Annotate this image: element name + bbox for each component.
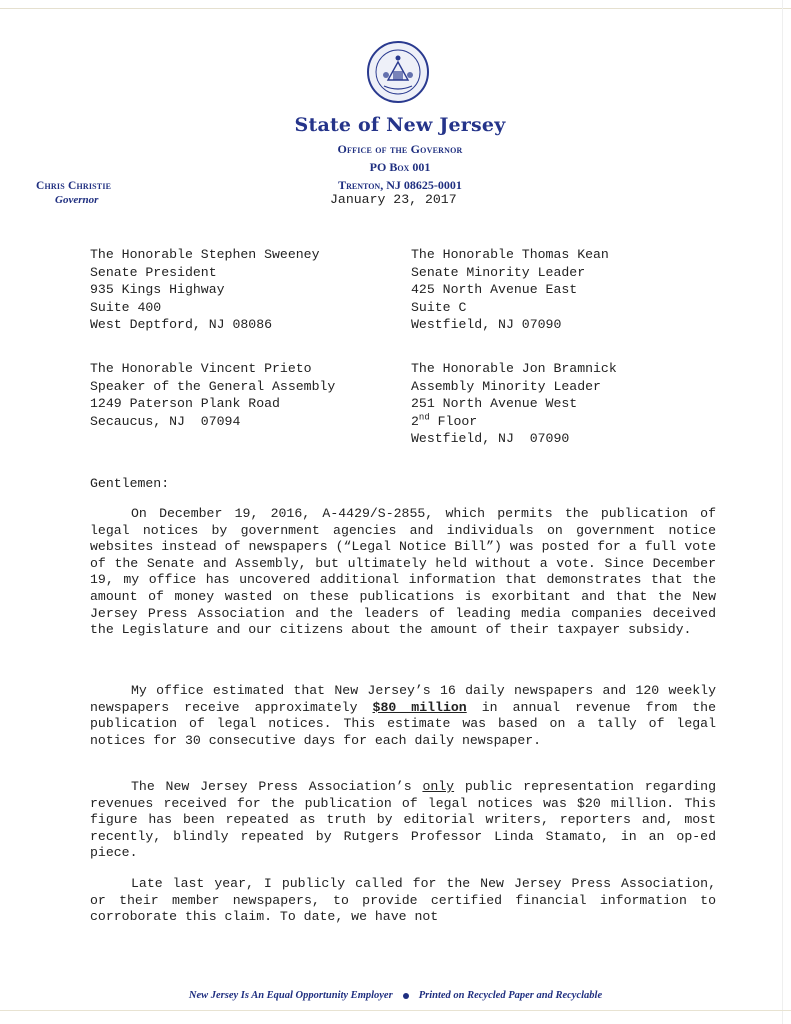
letterhead — [250, 110, 550, 193]
governor-title: Governor — [55, 194, 99, 206]
recipient-street: 935 Kings Highway — [90, 282, 225, 297]
recipient-name: The Honorable Stephen Sweeney — [90, 247, 320, 262]
recipient-street: 251 North Avenue West — [411, 396, 578, 411]
paragraph-2-text-b: in annual revenue from the publication of legal notices. This estimate was based on a tally of legal notices for 30 consecutive days for each daily newspaper. — [90, 699, 716, 748]
recipient-city: Westfield, NJ 07090 — [411, 431, 570, 446]
footer-equal-opportunity: New Jersey Is An Equal Opportunity Employer — [188, 990, 393, 1001]
recipient-address-prieto — [90, 360, 335, 430]
recipient-suite: Suite 400 — [90, 299, 162, 315]
paragraph-2 — [90, 683, 716, 749]
recipient-address-kean — [411, 246, 609, 334]
floor-number: 2 — [411, 413, 419, 429]
paragraph-3-text-b: public representation regarding revenues received for the publication of legal notices was $20 million. This figure has been repeated as truth by editorial writers, reporters and, most recently, blindly repeated by Rutgers Professor Linda Stamato, in an op-ed piece. — [90, 779, 717, 861]
recipient-suite: Suite C — [411, 299, 467, 315]
recipient-name: The Honorable Vincent Prieto — [90, 361, 312, 376]
paragraph-2-text-a: My office estimated that New Jersey’s 16 daily newspapers and 120 weekly newspapers receive approximately — [90, 683, 716, 715]
bullet-icon — [403, 993, 409, 999]
recipient-city: West Deptford, NJ 08086 — [90, 317, 273, 332]
paragraph-3-text-a: The New Jersey Press Association’s — [131, 779, 423, 794]
paragraph-4-text: Late last year, I publicly called for the New Jersey Press Association, or their member newspapers, to provide certified financial information to corroborate this claim. To date, we have not — [90, 876, 716, 925]
recipient-city: Secaucus, NJ 07094 — [90, 413, 241, 429]
paragraph-4 — [90, 876, 716, 926]
recipient-address-sweeney — [90, 246, 320, 334]
office-name: Office of the Governor — [337, 142, 463, 156]
paragraph-1 — [90, 506, 716, 639]
state-name: State of New Jersey — [294, 114, 506, 136]
paragraph-1-text: On December 19, 2016, A-4429/S-2855, which permits the publication of legal notices by government agencies and individuals on government notice websites instead of newspapers (“Legal Notice Bill”) was posted for a full vote of the Senate and Assembly, but ultimately held without a vote. Since December 19, my office has uncovered additional information that demonstrates that the amount of money wasted on these publications is exorbitant and that the New Jersey Press Association and the leaders of leading media companies deceived the Legislature and our citizens about the amount of their taxpayer subsidy. — [90, 506, 716, 638]
recipient-city: Westfield, NJ 07090 — [411, 317, 562, 332]
recipient-title: Senate President — [90, 264, 217, 280]
recipient-name: The Honorable Jon Bramnick — [411, 361, 617, 376]
footer-divider — [0, 1010, 791, 1011]
recipient-name: The Honorable Thomas Kean — [411, 247, 609, 262]
footer — [0, 990, 791, 1001]
floor-word: Floor — [429, 413, 478, 429]
recipient-street: 1249 Paterson Plank Road — [90, 396, 280, 411]
salutation: Gentlemen: — [90, 476, 170, 491]
revenue-estimate-highlight: $80 million — [372, 699, 467, 715]
right-edge — [782, 0, 783, 1024]
recipient-address-bramnick — [411, 360, 617, 448]
top-edge — [0, 0, 791, 9]
only-emphasis: only — [422, 779, 455, 794]
recipient-street: 425 North Avenue East — [411, 282, 578, 297]
floor-suffix: nd — [418, 412, 430, 423]
office-city: Trenton, NJ 08625-0001 — [338, 178, 462, 192]
po-box: PO Box 001 — [369, 160, 431, 174]
governor-name: Chris Christie — [36, 180, 112, 192]
recipient-title: Senate Minority Leader — [411, 264, 586, 280]
paragraph-3 — [90, 779, 716, 862]
state-seal-icon — [366, 40, 430, 104]
recipient-title: Speaker of the General Assembly — [90, 378, 336, 394]
recipient-title: Assembly Minority Leader — [411, 378, 601, 394]
footer-recycled: Printed on Recycled Paper and Recyclable — [418, 990, 603, 1001]
recipient-floor — [411, 413, 617, 431]
letter-date: January 23, 2017 — [330, 192, 457, 207]
